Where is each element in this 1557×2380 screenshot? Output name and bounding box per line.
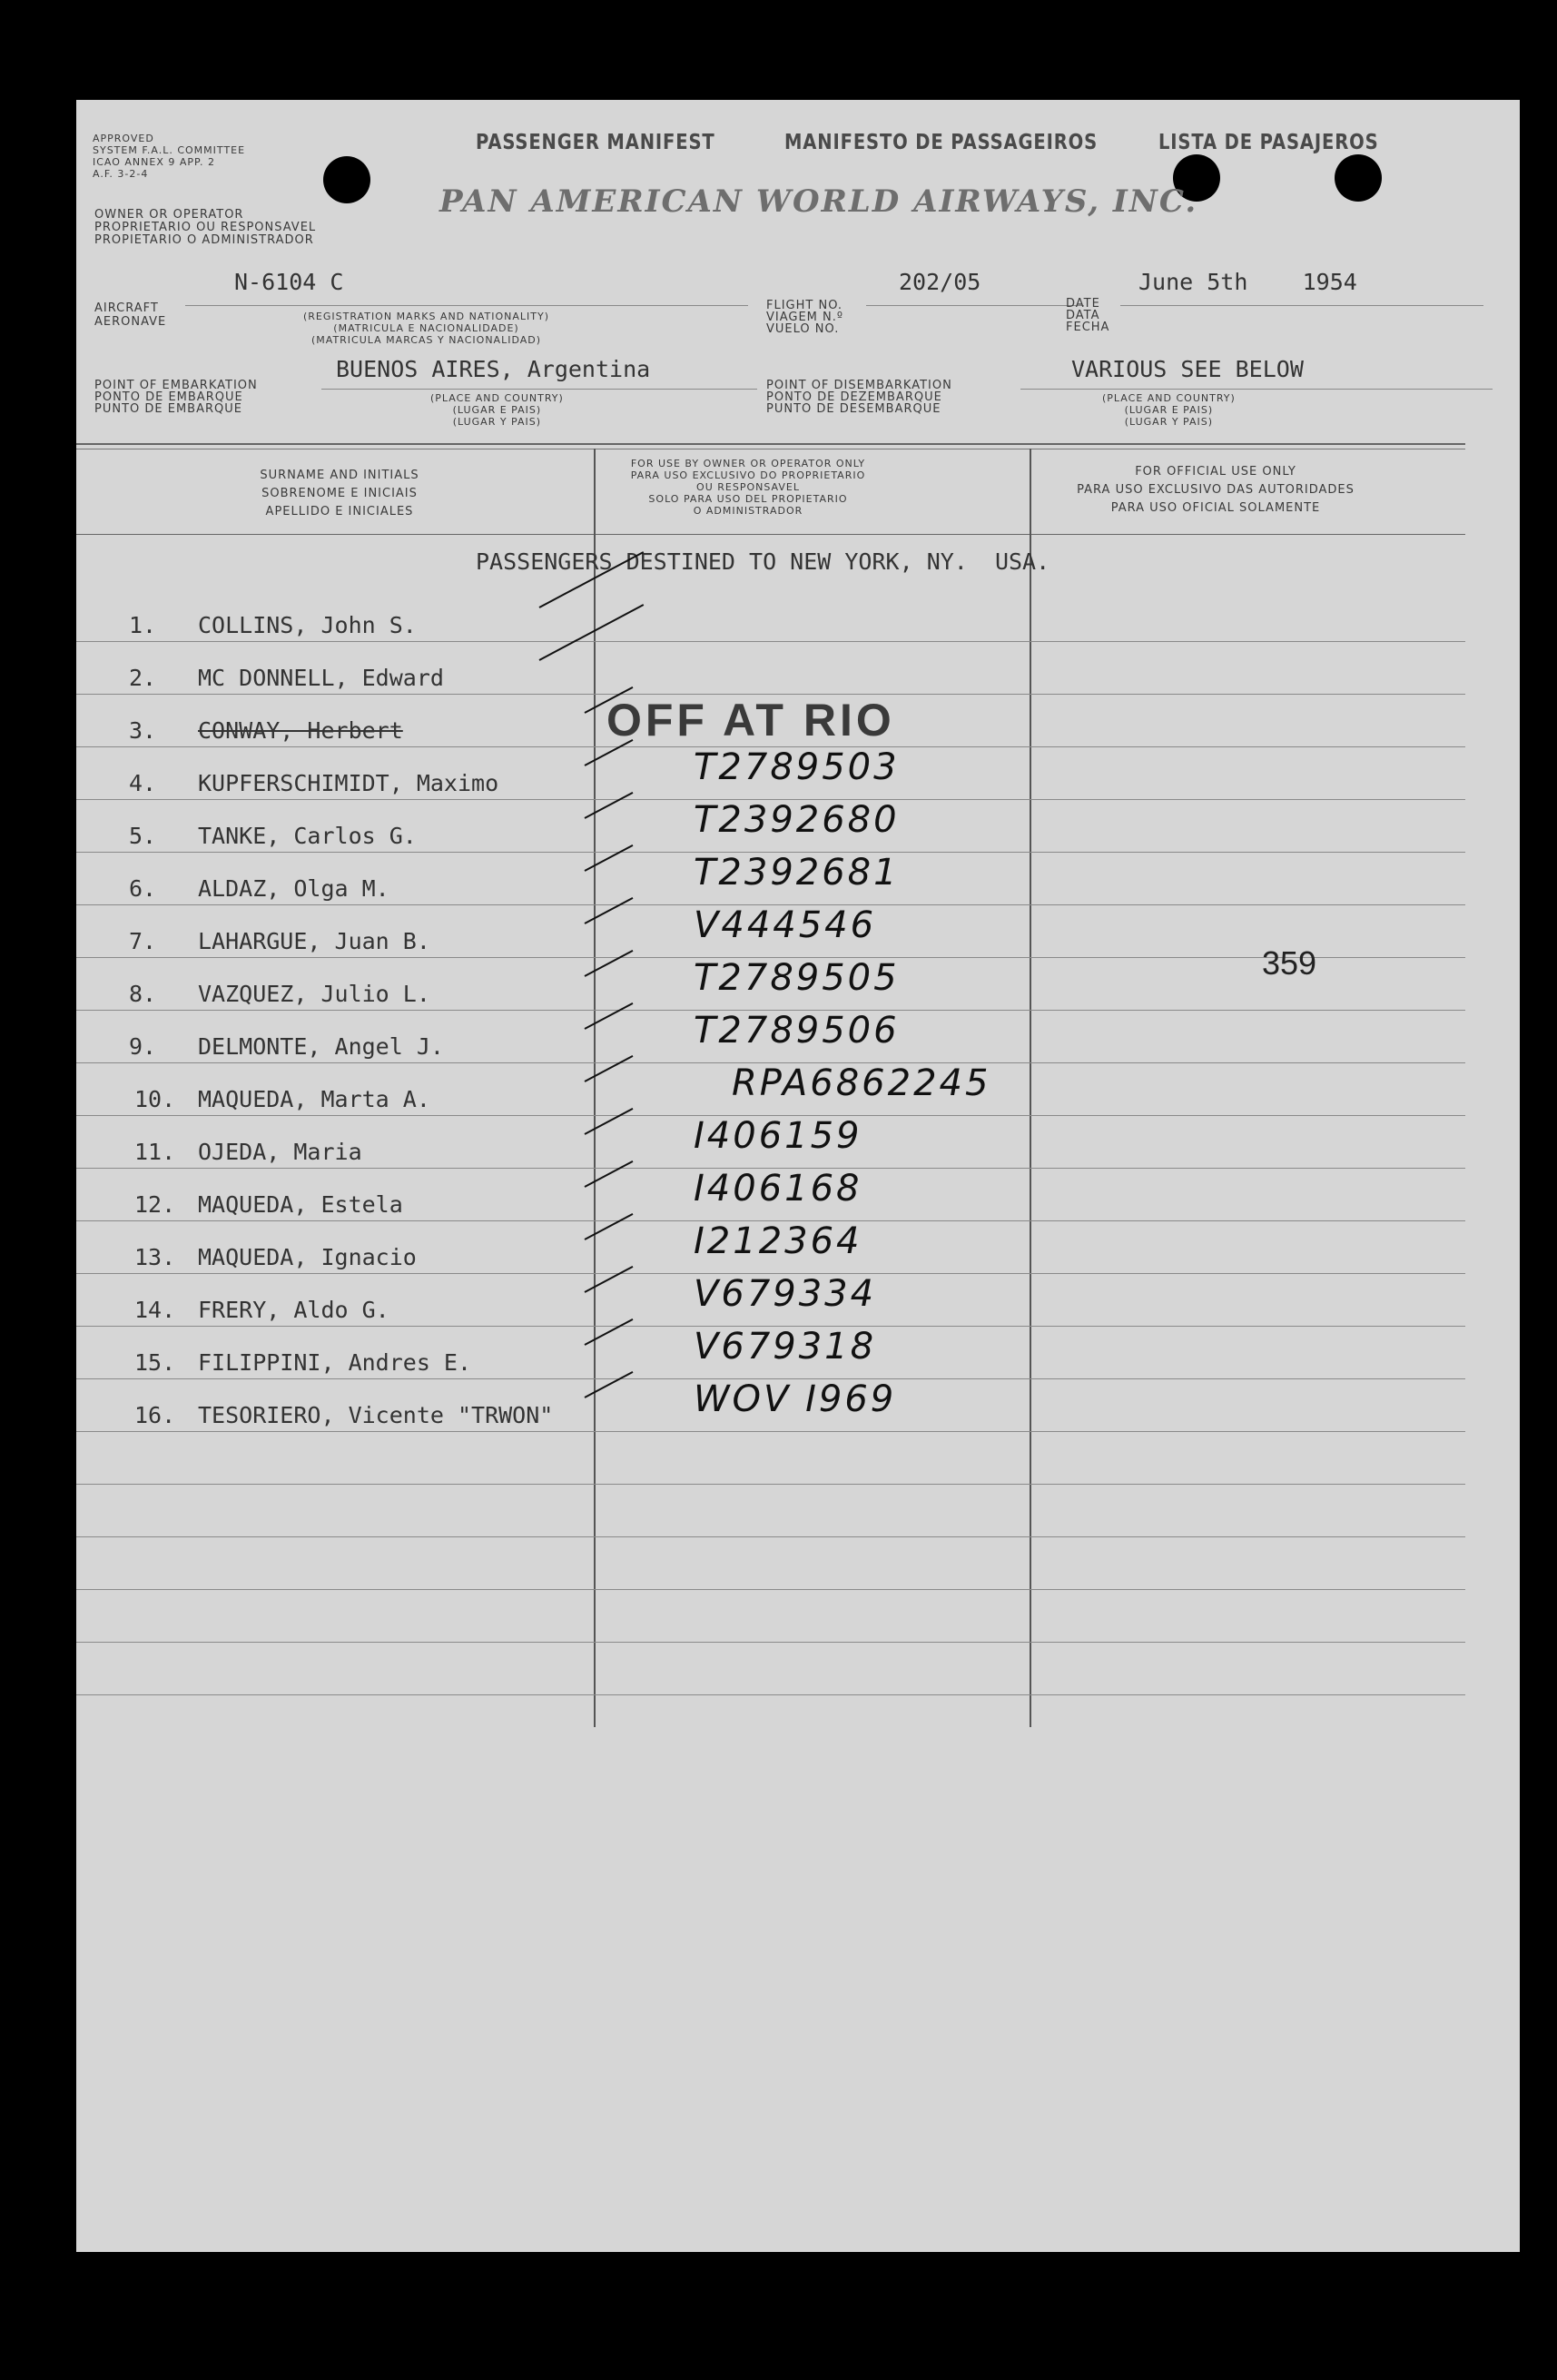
col-header-line: SOBRENOME E INICIAIS xyxy=(261,487,418,500)
aircraft-label-line: AERONAVE xyxy=(94,315,167,329)
approved-line: SYSTEM F.A.L. COMMITTEE xyxy=(93,144,246,156)
header-rule xyxy=(76,443,1465,445)
disembarkation-sub-line: (PLACE AND COUNTRY) xyxy=(1102,392,1236,404)
disembarkation-sub-line: (LUGAR Y PAIS) xyxy=(1124,416,1214,428)
row-number: 10. xyxy=(134,1086,176,1112)
check-mark xyxy=(585,1055,634,1082)
date-value: June 5th 1954 xyxy=(1138,269,1357,295)
embarkation-sub-line: (LUGAR Y PAIS) xyxy=(452,416,542,428)
row-number: 3. xyxy=(129,717,157,744)
check-mark xyxy=(585,792,634,819)
check-mark xyxy=(585,950,634,977)
col-header-line: PARA USO EXCLUSIVO DAS AUTORIDADES xyxy=(1077,483,1355,497)
approved-line: ICAO ANNEX 9 APP. 2 xyxy=(93,156,215,168)
document-number: T2392680 xyxy=(694,799,900,841)
check-mark xyxy=(539,604,645,661)
col-header-line: FOR USE BY OWNER OR OPERATOR ONLY xyxy=(630,458,866,469)
document-number: T2392681 xyxy=(694,852,900,894)
document-number: RPA6862245 xyxy=(732,1062,991,1104)
check-mark xyxy=(585,1108,634,1135)
passenger-name: DELMONTE, Angel J. xyxy=(198,1033,444,1060)
row-number: 7. xyxy=(129,928,157,954)
date-label-line: DATA xyxy=(1066,309,1100,322)
aircraft-value: N-6104 C xyxy=(234,269,344,295)
disembarkation-value: VARIOUS SEE BELOW xyxy=(1071,356,1304,382)
embarkation-label-line: PONTO DE EMBARQUE xyxy=(94,390,243,404)
document-number: I406168 xyxy=(694,1168,862,1210)
row-number: 11. xyxy=(134,1139,176,1165)
document-number: T2789506 xyxy=(694,1010,900,1052)
passenger-name: VAZQUEZ, Julio L. xyxy=(198,981,430,1007)
passenger-name: OJEDA, Maria xyxy=(198,1139,362,1165)
row-rule xyxy=(76,1694,1465,1695)
passenger-name: MC DONNELL, Edward xyxy=(198,665,444,691)
check-mark xyxy=(585,1371,634,1398)
disembarkation-label-line: PUNTO DE DESEMBARQUE xyxy=(766,402,941,416)
check-mark xyxy=(585,1318,634,1346)
title-manifesto: MANIFESTO DE PASSAGEIROS xyxy=(784,131,1099,154)
title-lista: LISTA DE PASAJEROS xyxy=(1158,131,1379,154)
col-header-line: SOLO PARA USO DEL PROPIETARIO xyxy=(648,493,848,505)
check-mark xyxy=(585,1160,634,1188)
title-passenger-manifest: PASSENGER MANIFEST xyxy=(476,131,715,154)
flight-underline xyxy=(866,305,1084,306)
check-mark xyxy=(585,897,634,924)
col-header-operator xyxy=(594,458,902,517)
date-label xyxy=(1066,298,1109,333)
flight-label-line: VIAGEM N.º xyxy=(766,311,844,324)
passenger-name: MAQUEDA, Marta A. xyxy=(198,1086,430,1112)
passenger-name: COLLINS, John S. xyxy=(198,612,417,638)
disembarkation-label-line: PONTO DE DEZEMBARQUE xyxy=(766,390,942,404)
row-rule xyxy=(76,1536,1465,1537)
date-label-line: FECHA xyxy=(1066,321,1110,334)
passenger-name: MAQUEDA, Ignacio xyxy=(198,1244,417,1270)
aircraft-label-line: AIRCRAFT xyxy=(94,301,159,315)
flight-value: 202/05 xyxy=(899,269,981,295)
check-mark xyxy=(585,1266,634,1293)
company-name: PAN AMERICAN WORLD AIRWAYS, INC. xyxy=(439,183,1198,220)
approved-line: A.F. 3-2-4 xyxy=(93,168,149,180)
col-header-surname xyxy=(167,467,512,521)
row-number: 15. xyxy=(134,1349,176,1376)
row-number: 12. xyxy=(134,1191,176,1218)
row-number: 1. xyxy=(129,612,157,638)
passenger-name: FILIPPINI, Andres E. xyxy=(198,1349,472,1376)
embarkation-sub xyxy=(430,392,564,428)
check-mark xyxy=(585,1213,634,1240)
disembarkation-label-line: POINT OF DISEMBARKATION xyxy=(766,379,952,392)
document-number: T2789503 xyxy=(694,746,900,788)
row-number: 9. xyxy=(129,1033,157,1060)
passenger-name: FRERY, Aldo G. xyxy=(198,1297,389,1323)
row-number: 6. xyxy=(129,875,157,902)
embarkation-label-line: POINT OF EMBARKATION xyxy=(94,379,258,392)
aircraft-sub xyxy=(303,311,549,346)
row-rule xyxy=(76,1642,1465,1643)
row-rule xyxy=(76,641,1465,642)
disembarkation-sub-line: (LUGAR E PAIS) xyxy=(1124,404,1214,416)
row-number: 8. xyxy=(129,981,157,1007)
col-header-line: O ADMINISTRADOR xyxy=(693,505,803,517)
document-number: I212364 xyxy=(694,1220,862,1262)
off-at-rio-stamp: OFF AT RIO xyxy=(606,695,895,746)
punch-hole xyxy=(1335,154,1382,202)
document-number: I406159 xyxy=(694,1115,862,1157)
passenger-name: KUPFERSCHIMIDT, Maximo xyxy=(198,770,499,796)
disembarkation-underline xyxy=(1020,389,1493,390)
row-number: 13. xyxy=(134,1244,176,1270)
row-number: 16. xyxy=(134,1402,176,1428)
flight-label-line: VUELO NO. xyxy=(766,322,840,336)
row-rule xyxy=(76,1431,1465,1432)
row-number: 4. xyxy=(129,770,157,796)
embarkation-label xyxy=(94,380,258,415)
embarkation-sub-line: (PLACE AND COUNTRY) xyxy=(430,392,564,404)
passenger-name: ALDAZ, Olga M. xyxy=(198,875,389,902)
flight-label xyxy=(766,300,843,335)
col-header-line: FOR OFFICIAL USE ONLY xyxy=(1135,465,1296,479)
row-rule xyxy=(76,1589,1465,1590)
row-number: 14. xyxy=(134,1297,176,1323)
document-number: V679318 xyxy=(694,1326,877,1368)
disembarkation-label xyxy=(766,380,952,415)
col-header-line: PARA USO OFICIAL SOLAMENTE xyxy=(1110,501,1321,515)
embarkation-label-line: PUNTO DE EMBARQUE xyxy=(94,402,242,416)
embarkation-value: BUENOS AIRES, Argentina xyxy=(336,356,651,382)
col-header-line: APELLIDO E INICIALES xyxy=(265,505,414,518)
aircraft-sub-line: (MATRICULA E NACIONALIDADE) xyxy=(333,322,519,334)
passenger-name: MAQUEDA, Estela xyxy=(198,1191,403,1218)
row-rule xyxy=(76,1484,1465,1485)
approved-block xyxy=(93,133,245,180)
punch-hole xyxy=(323,156,370,203)
check-mark xyxy=(585,844,634,872)
document-number: T2789505 xyxy=(694,957,900,999)
row-number: 2. xyxy=(129,665,157,691)
flight-label-line: FLIGHT NO. xyxy=(766,299,843,312)
destination-note: PASSENGERS DESTINED TO NEW YORK, NY. USA. xyxy=(476,548,1050,575)
owner-label-line: PROPRIETARIO OU RESPONSAVEL xyxy=(94,221,317,234)
col-header-rule xyxy=(76,534,1465,535)
document-number: V679334 xyxy=(694,1273,877,1315)
date-label-line: DATE xyxy=(1066,297,1100,311)
document-number: V444546 xyxy=(694,904,877,946)
row-number: 5. xyxy=(129,823,157,849)
owner-label-line: PROPIETARIO O ADMINISTRADOR xyxy=(94,233,314,247)
check-mark xyxy=(585,1002,634,1030)
aircraft-sub-line: (MATRICULA MARCAS Y NACIONALIDAD) xyxy=(310,334,542,346)
aircraft-underline xyxy=(185,305,748,306)
aircraft-label xyxy=(94,301,166,329)
col-header-official xyxy=(1020,463,1411,518)
document-number: WOV I969 xyxy=(694,1378,897,1420)
col-header-line: OU RESPONSAVEL xyxy=(696,481,800,493)
owner-label xyxy=(94,209,316,247)
side-number: 359 xyxy=(1262,944,1317,982)
col-header-line: SURNAME AND INITIALS xyxy=(260,469,419,482)
passenger-name: LAHARGUE, Juan B. xyxy=(198,928,430,954)
embarkation-sub-line: (LUGAR E PAIS) xyxy=(452,404,542,416)
embarkation-underline xyxy=(321,389,757,390)
approved-line: APPROVED xyxy=(93,133,154,144)
owner-label-line: OWNER OR OPERATOR xyxy=(94,208,244,222)
aircraft-sub-line: (REGISTRATION MARKS AND NATIONALITY) xyxy=(303,311,550,322)
passenger-name: TANKE, Carlos G. xyxy=(198,823,417,849)
date-underline xyxy=(1120,305,1483,306)
passenger-name: TESORIERO, Vicente "TRWON" xyxy=(198,1402,554,1428)
col-header-line: PARA USO EXCLUSIVO DO PROPRIETARIO xyxy=(630,469,866,481)
manifest-sheet xyxy=(76,100,1520,2252)
disembarkation-sub xyxy=(1102,392,1236,428)
passenger-name: CONWAY, Herbert xyxy=(198,717,403,744)
